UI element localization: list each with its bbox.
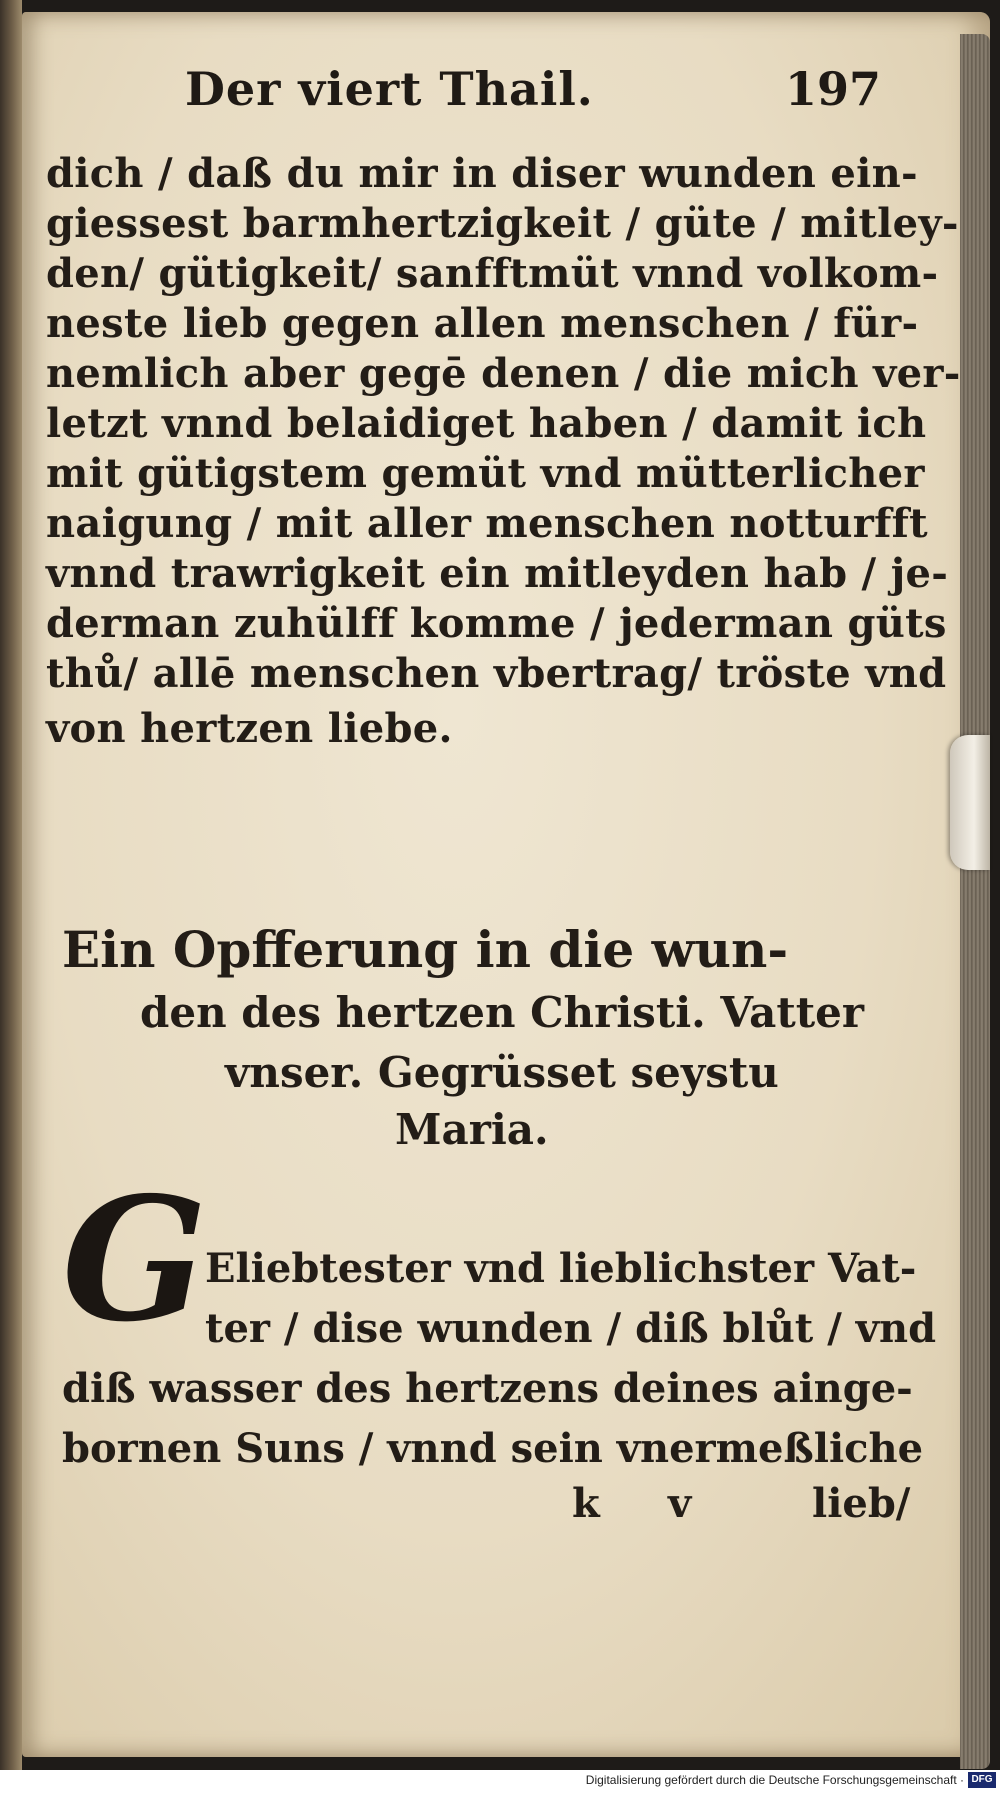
text-line: diß wasser des hertzens deines ainge- [62,1365,913,1412]
page-fore-edge [960,34,990,1769]
signature-mark: v [668,1480,692,1527]
digitization-credit: Digitalisierung gefördert durch die Deutsche Forschungsgemeinschaft · [585,1773,964,1787]
page-header [185,62,925,142]
text-line: nemlich aber gegē denen / die mich ver- [46,350,961,397]
text-line: bornen Suns / vnnd sein vnermeßliche [62,1425,924,1472]
text-line: ter / dise wunden / diß blůt / vnd [205,1305,937,1352]
text-line: naigung / mit aller menschen notturfft [46,500,928,547]
text-line: letzt vnnd belaidiget haben / damit ich [46,400,927,447]
text-line: giessest barmhertzigkeit / güte / mitley- [46,200,959,247]
book-spine [0,0,22,1770]
footer-strip [0,1770,1000,1793]
dfg-logo: DFG [968,1772,996,1788]
text-line: den/ gütigkeit/ sanfftmüt vnnd volkom- [46,250,939,297]
text-line: neste lieb gegen allen menschen / für- [46,300,919,347]
text-line: Eliebtester vnd lieblichster Vat- [205,1245,917,1292]
heading-line: den des hertzen Christi. Vatter [140,988,865,1037]
running-title: Der viert Thail. [185,62,594,116]
text-line: thů/ allē menschen vbertrag/ tröste vnd [46,650,947,697]
text-line: von hertzen liebe. [46,705,453,752]
heading-line: Maria. [395,1105,549,1154]
catchword: lieb/ [812,1480,911,1527]
heading-line: vnser. Gegrüsset seystu [225,1048,779,1097]
text-line: mit gütigstem gemüt vnd mütterlicher [46,450,925,497]
signature-mark: k [572,1480,600,1527]
text-line: derman zuhülff komme / jederman güts [46,600,947,647]
text-line: dich / daß du mir in diser wunden ein- [46,150,918,197]
text-line: vnnd trawrigkeit ein mitleyden hab / je- [46,550,949,597]
decorated-initial: G [62,1160,208,1360]
page-number: 197 [785,62,882,116]
page-clip [950,735,990,870]
heading-line: Ein Opfferung in die wun- [62,920,789,979]
